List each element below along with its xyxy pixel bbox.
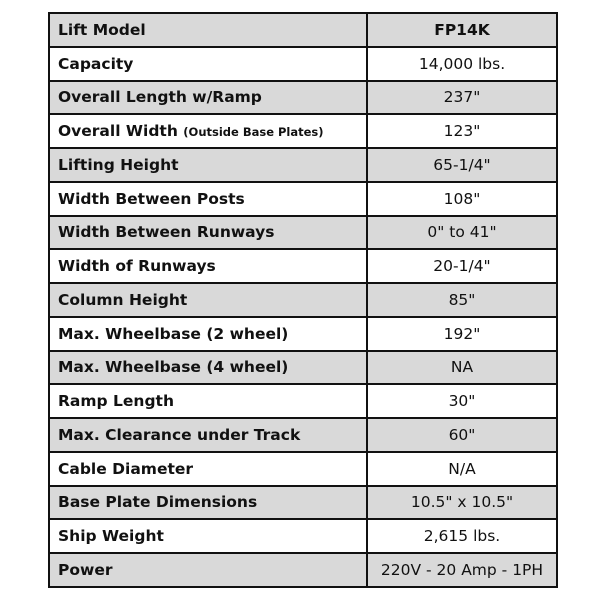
row-value: 220V - 20 Amp - 1PH: [367, 553, 557, 587]
row-value: 65-1/4": [367, 148, 557, 182]
row-label: [49, 452, 367, 486]
table-row-lifting-height: [49, 148, 557, 182]
label-note: (Outside Base Plates): [183, 125, 324, 140]
row-label: [49, 384, 367, 418]
row-label: [49, 486, 367, 520]
row-value: 123": [367, 114, 557, 148]
row-label: [49, 553, 367, 587]
table-row-width-of-runways: [49, 249, 557, 283]
label-text: Width Between Runways: [58, 223, 275, 242]
table-row-column-height: [49, 283, 557, 317]
table-row-max-wheelbase-4: [49, 351, 557, 385]
table-row-lift-model: [49, 13, 557, 47]
row-value: 192": [367, 317, 557, 351]
row-label: [49, 114, 367, 148]
row-value: 60": [367, 418, 557, 452]
spec-table-container: [48, 12, 558, 588]
row-label: [49, 47, 367, 81]
row-label: [49, 418, 367, 452]
row-value: 0" to 41": [367, 216, 557, 250]
row-value: 20-1/4": [367, 249, 557, 283]
table-row-ramp-length: [49, 384, 557, 418]
row-label: [49, 148, 367, 182]
table-row-cable-diameter: [49, 452, 557, 486]
label-text: Base Plate Dimensions: [58, 493, 258, 512]
table-row-power: [49, 553, 557, 587]
spec-table: [48, 12, 558, 588]
row-label: [49, 351, 367, 385]
row-value: 14,000 lbs.: [367, 47, 557, 81]
row-value: 10.5" x 10.5": [367, 486, 557, 520]
row-value: FP14K: [367, 13, 557, 47]
row-label: [49, 13, 367, 47]
row-value: 30": [367, 384, 557, 418]
row-label: [49, 283, 367, 317]
row-label: [49, 317, 367, 351]
label-text: Lifting Height: [58, 155, 179, 174]
label-text: Max. Clearance under Track: [58, 425, 301, 444]
table-row-max-wheelbase-2: [49, 317, 557, 351]
row-label: [49, 81, 367, 115]
row-value: 85": [367, 283, 557, 317]
row-label: [49, 519, 367, 553]
row-value: NA: [367, 351, 557, 385]
table-row-ship-weight: [49, 519, 557, 553]
table-row-capacity: [49, 47, 557, 81]
table-row-width-between-posts: [49, 182, 557, 216]
row-label: [49, 216, 367, 250]
label-text: Capacity: [58, 54, 134, 73]
label-text: Overall Length w/Ramp: [58, 88, 262, 107]
table-row-width-between-runways: [49, 216, 557, 250]
table-row-base-plate-dimensions: [49, 486, 557, 520]
table-row-overall-length: [49, 81, 557, 115]
label-text: Lift Model: [58, 20, 146, 39]
label-text: Cable Diameter: [58, 459, 194, 478]
table-row-max-clearance: [49, 418, 557, 452]
row-label: [49, 182, 367, 216]
label-text: Overall Width: [58, 122, 178, 141]
label-text: Column Height: [58, 290, 188, 309]
row-value: 108": [367, 182, 557, 216]
label-text: Max. Wheelbase (2 wheel): [58, 324, 289, 343]
label-text: Ramp Length: [58, 392, 175, 411]
row-value: N/A: [367, 452, 557, 486]
label-text: Power: [58, 561, 113, 579]
row-value: 237": [367, 81, 557, 115]
table-row-overall-width: [49, 114, 557, 148]
row-label: [49, 249, 367, 283]
row-value: 2,615 lbs.: [367, 519, 557, 553]
label-text: Max. Wheelbase (4 wheel): [58, 358, 289, 377]
label-text: Width of Runways: [58, 257, 216, 276]
label-text: Ship Weight: [58, 527, 164, 546]
label-text: Width Between Posts: [58, 189, 245, 208]
